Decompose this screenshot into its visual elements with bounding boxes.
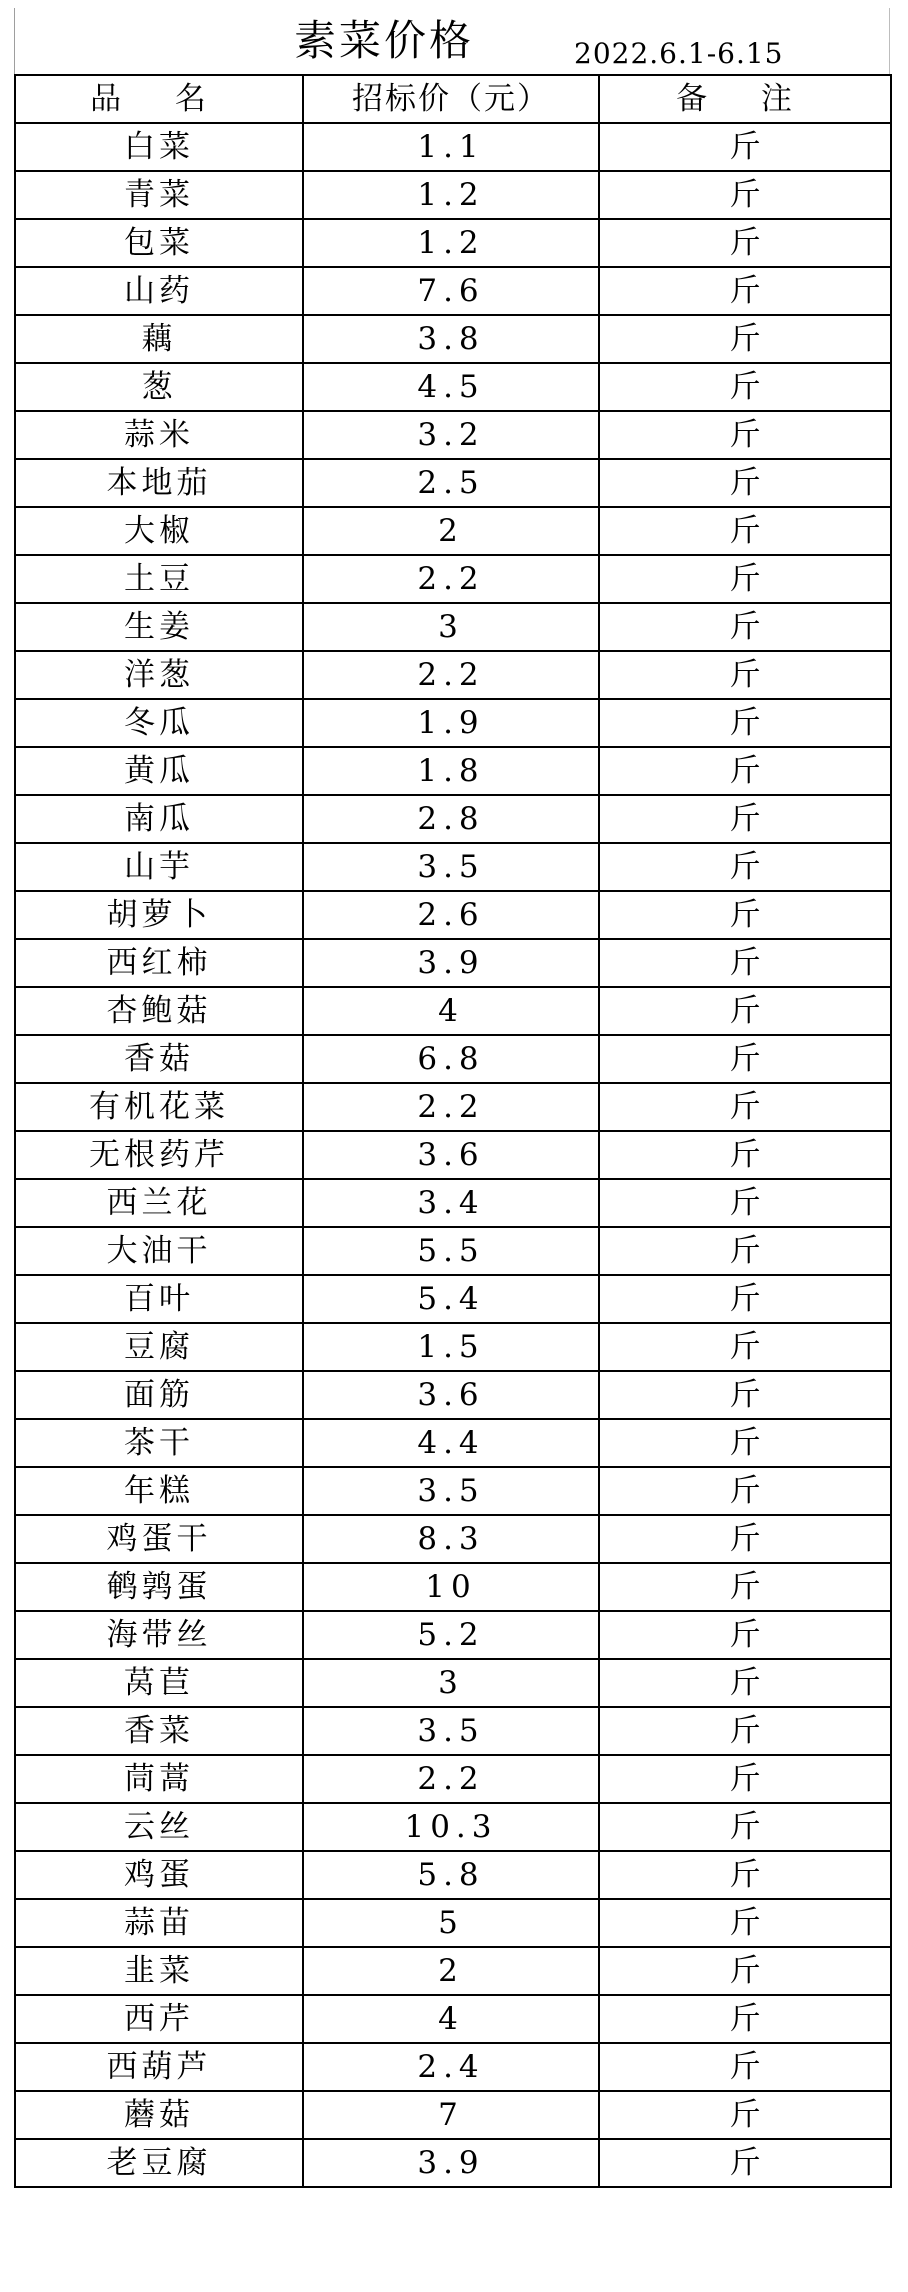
table-row [15, 987, 891, 1035]
column-header-note: 备 注 [599, 75, 891, 123]
price-cell: 3.9 [303, 939, 599, 987]
table-row [15, 1131, 891, 1179]
table-row [15, 1323, 891, 1371]
item-name-cell: 茶干 [15, 1419, 303, 1467]
item-name-cell: 冬瓜 [15, 699, 303, 747]
item-name-cell: 香菇 [15, 1035, 303, 1083]
item-name-cell: 本地茄 [15, 459, 303, 507]
item-name-cell: 黄瓜 [15, 747, 303, 795]
table-row [15, 1851, 891, 1899]
unit-cell: 斤 [599, 795, 891, 843]
table-row [15, 1995, 891, 2043]
price-cell: 3.4 [303, 1179, 599, 1227]
item-name-cell: 大油干 [15, 1227, 303, 1275]
price-cell: 2.5 [303, 459, 599, 507]
table-row [15, 1467, 891, 1515]
item-name-cell: 山药 [15, 267, 303, 315]
price-cell: 4 [303, 1995, 599, 2043]
table-row [15, 747, 891, 795]
table-row [15, 555, 891, 603]
table-row [15, 1899, 891, 1947]
unit-cell: 斤 [599, 267, 891, 315]
unit-cell: 斤 [599, 1179, 891, 1227]
table-row [15, 315, 891, 363]
table-row [15, 363, 891, 411]
unit-cell: 斤 [599, 555, 891, 603]
item-name-cell: 云丝 [15, 1803, 303, 1851]
unit-cell: 斤 [599, 891, 891, 939]
column-header-price: 招标价（元） [303, 75, 599, 123]
unit-cell: 斤 [599, 2091, 891, 2139]
price-cell: 5.8 [303, 1851, 599, 1899]
item-name-cell: 豆腐 [15, 1323, 303, 1371]
table-row [15, 411, 891, 459]
unit-cell: 斤 [599, 1803, 891, 1851]
table-row [15, 123, 891, 171]
price-cell: 3.6 [303, 1371, 599, 1419]
date-range: 2022.6.1-6.15 [574, 37, 784, 70]
title-left-gridline [14, 8, 15, 74]
unit-cell: 斤 [599, 1899, 891, 1947]
unit-cell: 斤 [599, 363, 891, 411]
price-table [14, 74, 892, 2188]
item-name-cell: 胡萝卜 [15, 891, 303, 939]
price-cell: 4.5 [303, 363, 599, 411]
item-name-cell: 老豆腐 [15, 2139, 303, 2187]
item-name-cell: 鸡蛋干 [15, 1515, 303, 1563]
table-row [15, 507, 891, 555]
price-cell: 7.6 [303, 267, 599, 315]
item-name-cell: 土豆 [15, 555, 303, 603]
price-cell: 3 [303, 603, 599, 651]
item-name-cell: 杏鲍菇 [15, 987, 303, 1035]
table-row [15, 1083, 891, 1131]
unit-cell: 斤 [599, 1371, 891, 1419]
item-name-cell: 西红柿 [15, 939, 303, 987]
price-cell: 2 [303, 1947, 599, 1995]
price-cell: 3.5 [303, 1467, 599, 1515]
price-cell: 2.8 [303, 795, 599, 843]
unit-cell: 斤 [599, 699, 891, 747]
sheet-title: 素菜价格 [294, 16, 475, 65]
price-cell: 3.2 [303, 411, 599, 459]
item-name-cell: 鹌鹑蛋 [15, 1563, 303, 1611]
table-row [15, 459, 891, 507]
item-name-cell: 有机花菜 [15, 1083, 303, 1131]
table-row [15, 1515, 891, 1563]
item-name-cell: 南瓜 [15, 795, 303, 843]
table-row [15, 171, 891, 219]
table-row [15, 1659, 891, 1707]
unit-cell: 斤 [599, 1755, 891, 1803]
item-name-cell: 藕 [15, 315, 303, 363]
item-name-cell: 茼蒿 [15, 1755, 303, 1803]
item-name-cell: 大椒 [15, 507, 303, 555]
price-cell: 1.5 [303, 1323, 599, 1371]
unit-cell: 斤 [599, 1131, 891, 1179]
table-row [15, 795, 891, 843]
price-cell: 1.1 [303, 123, 599, 171]
table-row [15, 1947, 891, 1995]
unit-cell: 斤 [599, 747, 891, 795]
table-row [15, 1275, 891, 1323]
price-cell: 3.6 [303, 1131, 599, 1179]
price-cell: 5 [303, 1899, 599, 1947]
table-row [15, 1419, 891, 1467]
table-row [15, 843, 891, 891]
table-row [15, 1371, 891, 1419]
item-name-cell: 青菜 [15, 171, 303, 219]
table-row [15, 1179, 891, 1227]
unit-cell: 斤 [599, 939, 891, 987]
unit-cell: 斤 [599, 315, 891, 363]
price-cell: 4.4 [303, 1419, 599, 1467]
price-cell: 8.3 [303, 1515, 599, 1563]
price-cell: 5.5 [303, 1227, 599, 1275]
unit-cell: 斤 [599, 1563, 891, 1611]
price-cell: 5.4 [303, 1275, 599, 1323]
table-row [15, 2043, 891, 2091]
title-right-gridline [889, 8, 890, 74]
unit-cell: 斤 [599, 1275, 891, 1323]
table-body [15, 123, 891, 2187]
item-name-cell: 年糕 [15, 1467, 303, 1515]
unit-cell: 斤 [599, 1083, 891, 1131]
unit-cell: 斤 [599, 1515, 891, 1563]
column-header-name: 品 名 [15, 75, 303, 123]
price-cell: 3.5 [303, 1707, 599, 1755]
table-row [15, 2091, 891, 2139]
item-name-cell: 洋葱 [15, 651, 303, 699]
item-name-cell: 鸡蛋 [15, 1851, 303, 1899]
table-row [15, 891, 891, 939]
unit-cell: 斤 [599, 1227, 891, 1275]
unit-cell: 斤 [599, 459, 891, 507]
unit-cell: 斤 [599, 1419, 891, 1467]
unit-cell: 斤 [599, 2043, 891, 2091]
item-name-cell: 西芹 [15, 1995, 303, 2043]
price-cell: 1.2 [303, 171, 599, 219]
unit-cell: 斤 [599, 987, 891, 1035]
item-name-cell: 生姜 [15, 603, 303, 651]
price-cell: 2.2 [303, 651, 599, 699]
unit-cell: 斤 [599, 1947, 891, 1995]
price-cell: 1.9 [303, 699, 599, 747]
unit-cell: 斤 [599, 1851, 891, 1899]
unit-cell: 斤 [599, 123, 891, 171]
price-cell: 3.9 [303, 2139, 599, 2187]
unit-cell: 斤 [599, 651, 891, 699]
item-name-cell: 西兰花 [15, 1179, 303, 1227]
table-row [15, 1227, 891, 1275]
item-name-cell: 葱 [15, 363, 303, 411]
price-cell: 6.8 [303, 1035, 599, 1083]
item-name-cell: 蒜苗 [15, 1899, 303, 1947]
price-cell: 4 [303, 987, 599, 1035]
price-cell: 3 [303, 1659, 599, 1707]
item-name-cell: 西葫芦 [15, 2043, 303, 2091]
table-row [15, 603, 891, 651]
item-name-cell: 百叶 [15, 1275, 303, 1323]
item-name-cell: 蒜米 [15, 411, 303, 459]
item-name-cell: 香菜 [15, 1707, 303, 1755]
table-row [15, 2139, 891, 2187]
price-cell: 2.4 [303, 2043, 599, 2091]
unit-cell: 斤 [599, 843, 891, 891]
price-cell: 7 [303, 2091, 599, 2139]
unit-cell: 斤 [599, 507, 891, 555]
item-name-cell: 白菜 [15, 123, 303, 171]
item-name-cell: 莴苣 [15, 1659, 303, 1707]
item-name-cell: 韭菜 [15, 1947, 303, 1995]
price-cell: 1.2 [303, 219, 599, 267]
item-name-cell: 山芋 [15, 843, 303, 891]
table-row [15, 1803, 891, 1851]
title-row [14, 8, 890, 74]
unit-cell: 斤 [599, 2139, 891, 2187]
price-cell: 5.2 [303, 1611, 599, 1659]
price-cell: 2 [303, 507, 599, 555]
table-row [15, 1035, 891, 1083]
unit-cell: 斤 [599, 603, 891, 651]
unit-cell: 斤 [599, 1995, 891, 2043]
table-row [15, 939, 891, 987]
item-name-cell: 海带丝 [15, 1611, 303, 1659]
price-cell: 1.8 [303, 747, 599, 795]
unit-cell: 斤 [599, 1323, 891, 1371]
unit-cell: 斤 [599, 1611, 891, 1659]
price-cell: 3.5 [303, 843, 599, 891]
item-name-cell: 无根药芹 [15, 1131, 303, 1179]
table-row [15, 1707, 891, 1755]
price-cell: 2.6 [303, 891, 599, 939]
price-cell: 10.3 [303, 1803, 599, 1851]
unit-cell: 斤 [599, 1659, 891, 1707]
unit-cell: 斤 [599, 1707, 891, 1755]
unit-cell: 斤 [599, 1467, 891, 1515]
item-name-cell: 面筋 [15, 1371, 303, 1419]
table-row [15, 267, 891, 315]
table-row [15, 651, 891, 699]
unit-cell: 斤 [599, 1035, 891, 1083]
price-cell: 2.2 [303, 1755, 599, 1803]
price-cell: 2.2 [303, 1083, 599, 1131]
table-row [15, 1755, 891, 1803]
price-cell: 10 [303, 1563, 599, 1611]
unit-cell: 斤 [599, 219, 891, 267]
price-cell: 2.2 [303, 555, 599, 603]
table-row [15, 1611, 891, 1659]
price-cell: 3.8 [303, 315, 599, 363]
unit-cell: 斤 [599, 171, 891, 219]
item-name-cell: 包菜 [15, 219, 303, 267]
unit-cell: 斤 [599, 411, 891, 459]
item-name-cell: 蘑菇 [15, 2091, 303, 2139]
table-row [15, 219, 891, 267]
header-row [15, 75, 891, 123]
table-row [15, 1563, 891, 1611]
table-row [15, 699, 891, 747]
